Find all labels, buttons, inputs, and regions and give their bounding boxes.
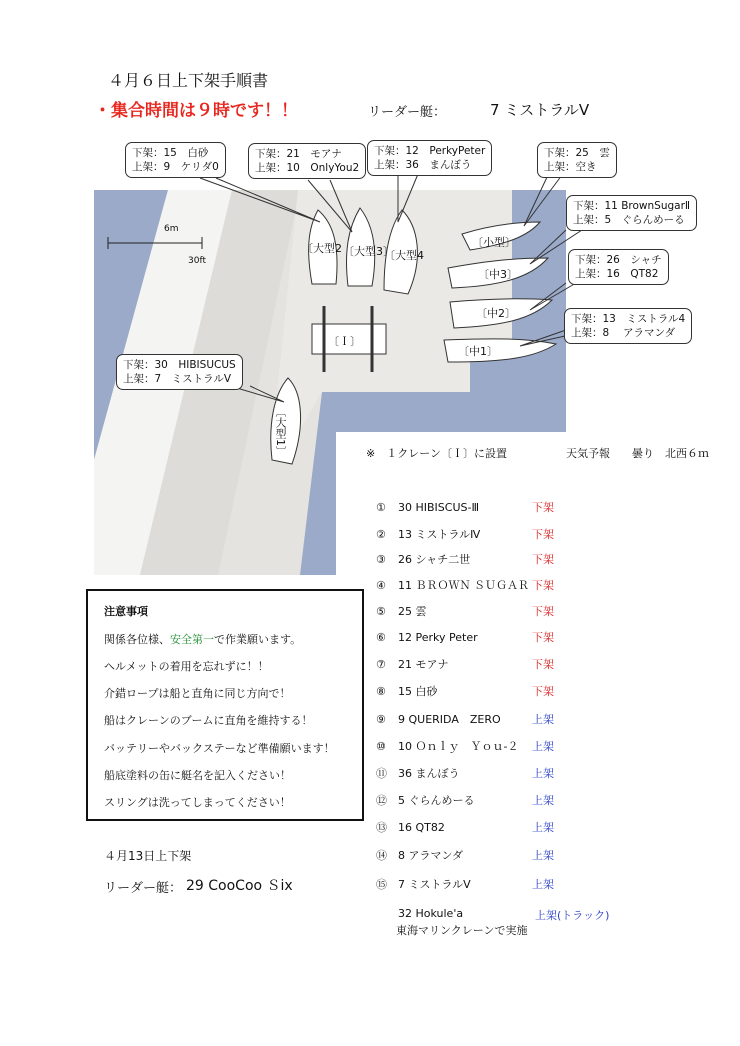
- action-down: 下架: [532, 553, 554, 566]
- action-up: 上架: [532, 821, 554, 834]
- callout-7-down: 下架：13 ミストラル4: [571, 313, 686, 325]
- schedule-row-13: [376, 819, 554, 835]
- action-up: 上架: [532, 740, 554, 753]
- schedule-row-15: [376, 876, 554, 892]
- boat-label-large1: 〔大型1〕: [274, 406, 287, 457]
- extra-boat-note: 東海マリンクレーンで実施: [396, 924, 528, 937]
- step-number: ⑫: [376, 794, 387, 807]
- callout-4-up: 上架：空き: [544, 161, 597, 173]
- boat-label-large2: 〔大型2: [302, 242, 342, 255]
- note-line-5: バッテリーやバックステーなど準備願います！: [104, 742, 335, 755]
- boat-label-large4: 〔大型4: [384, 249, 424, 262]
- step-number: ⑩: [376, 740, 386, 753]
- step-number: ⑥: [376, 631, 386, 644]
- scale-label-meters: 6m: [164, 224, 179, 234]
- boat-name: 21 モアナ: [398, 658, 449, 671]
- action-up: 上架: [532, 878, 554, 891]
- action-down: 下架: [532, 658, 554, 671]
- action-up: 上架: [532, 794, 554, 807]
- action-up: 上架: [532, 767, 554, 780]
- note-line-7: スリングは洗ってしまってください！: [104, 796, 291, 809]
- boat-name: 12 Perky Peter: [398, 631, 478, 644]
- step-number: ⑧: [376, 685, 386, 698]
- schedule-row-5: [376, 603, 554, 619]
- safety-first-emphasis: 安全第一: [170, 633, 214, 646]
- boat-name: 15 白砂: [398, 685, 438, 698]
- note-line-2: ヘルメットの着用を忘れずに！！: [104, 660, 269, 673]
- weather-forecast: 天気予報 曇り 北西６ｍ: [566, 447, 709, 460]
- note-line-1-post: で作業願います。: [214, 633, 302, 646]
- action-down: 下架: [532, 579, 554, 592]
- boat-name: 16 QT82: [398, 821, 445, 834]
- boat-name: 13 ミストラルⅣ: [398, 528, 481, 541]
- callout-8: [116, 354, 243, 390]
- safety-notes-box: [86, 589, 364, 821]
- boat-name: 26 シャチ二世: [398, 553, 471, 566]
- action-down: 下架: [532, 528, 554, 541]
- callout-4: [537, 142, 617, 178]
- step-number: ⑤: [376, 605, 386, 618]
- schedule-row-6: [376, 629, 554, 645]
- scale-label-feet: 30ft: [188, 256, 206, 266]
- boat-name: 10 Ｏｎｌｙ Ｙｏｕ-２: [398, 740, 519, 753]
- schedule-row-7: [376, 656, 554, 672]
- callout-3-up: 上架：36 まんぼう: [374, 159, 472, 171]
- boat-label-mid3: 〔中3〕: [478, 268, 518, 281]
- april13-leader-boat: 29 CooCoo Ｓix: [186, 878, 293, 894]
- crane-label: 〔Ｉ〕: [328, 335, 361, 348]
- note-line-1: [104, 631, 301, 647]
- boat-name: 7 ミストラルⅤ: [398, 878, 471, 891]
- step-number: ⑬: [376, 821, 387, 834]
- step-number: ②: [376, 528, 386, 541]
- boat-name: 36 まんぼう: [398, 767, 460, 780]
- schedule-row-3: [376, 551, 554, 567]
- callout-2-down: 下架：21 モアナ: [255, 148, 342, 160]
- boat-name: 11 ＢＲＯＷＮ ＳＵＧＡＲ: [398, 579, 529, 592]
- boat-label-mid1: 〔中1〕: [458, 345, 498, 358]
- april13-leader-label: リーダー艇：: [104, 881, 183, 896]
- leader-boat-name: 7 ミストラルⅤ: [490, 101, 590, 119]
- callout-8-up: 上架：7 ミストラルⅤ: [123, 373, 232, 385]
- callout-7-up: 上架：8 アラマンダ: [571, 327, 676, 339]
- note-line-1-pre: 関係各位様、: [104, 633, 170, 646]
- extra-boat-name: 32 Hokule'a: [398, 907, 464, 920]
- step-number: ⑨: [376, 713, 386, 726]
- boat-name: 25 雲: [398, 605, 427, 618]
- schedule-row-4: [376, 577, 554, 593]
- callout-3-down: 下架：12 PerkyPeter: [374, 145, 486, 157]
- callout-1: [125, 142, 226, 178]
- boat-name: 9 QUERIDA ZERO: [398, 713, 501, 726]
- boat-name: 5 ぐらんめーる: [398, 794, 475, 807]
- action-down: 下架: [532, 605, 554, 618]
- action-down: 下架: [532, 501, 554, 514]
- callout-2-up: 上架：10 OnlyYou2: [255, 162, 360, 174]
- schedule-row-10: [376, 738, 554, 754]
- step-number: ③: [376, 553, 386, 566]
- page-title: ４月６日上下架手順書: [108, 71, 269, 90]
- note-line-6: 船底塗料の缶に艇名を記入ください！: [104, 769, 291, 782]
- april13-title: ４月13日上下架: [104, 849, 192, 863]
- schedule-row-12: [376, 792, 554, 808]
- callout-6: [568, 249, 669, 285]
- note-line-3: 介錯ロープは船と直角に同じ方向で！: [104, 687, 291, 700]
- callout-3: [367, 140, 492, 176]
- step-number: ④: [376, 579, 386, 592]
- boat-label-mid2: 〔中2〕: [476, 307, 516, 320]
- crane-note: ※ １クレーン〔Ｉ〕に設置: [366, 447, 507, 460]
- step-number: ⑦: [376, 658, 386, 671]
- schedule-row-1: [376, 499, 554, 515]
- extra-boat-action: 上架(トラック): [535, 909, 610, 922]
- schedule-row-14: [376, 847, 554, 863]
- callout-4-down: 下架：25 雲: [544, 147, 610, 159]
- schedule-row-9: [376, 711, 554, 727]
- callout-8-down: 下架：30 HIBISUCUS: [123, 359, 236, 371]
- callout-5-up: 上架：5 ぐらんめーる: [573, 214, 685, 226]
- note-line-4: 船はクレーンのブームに直角を維持する！: [104, 714, 313, 727]
- callout-1-down: 下架：15 白砂: [132, 147, 209, 159]
- schedule-row-2: [376, 526, 554, 542]
- step-number: ⑮: [376, 878, 387, 891]
- callout-5: [566, 195, 697, 231]
- action-up: 上架: [532, 713, 554, 726]
- action-down: 下架: [532, 631, 554, 644]
- callout-6-up: 上架：16 QT82: [575, 268, 659, 280]
- boat-name: 8 アラマンダ: [398, 849, 464, 862]
- boat-label-large3: 〔大型3〕: [343, 245, 394, 258]
- schedule-row-8: [376, 683, 554, 699]
- callout-6-down: 下架：26 シャチ: [575, 254, 662, 266]
- callout-1-up: 上架：9 ケリダ0: [132, 161, 219, 173]
- action-up: 上架: [532, 849, 554, 862]
- callout-7: [564, 308, 692, 344]
- notes-heading: 注意事項: [104, 605, 148, 618]
- callout-2: [248, 143, 366, 179]
- leader-boat-label: リーダー艇：: [368, 105, 447, 120]
- step-number: ①: [376, 501, 386, 514]
- step-number: ⑭: [376, 849, 387, 862]
- action-down: 下架: [532, 685, 554, 698]
- assembly-time-notice: ・集合時間は９時です！！: [94, 101, 298, 121]
- schedule-row-11: [376, 765, 554, 781]
- callout-5-down: 下架：11 BrownSugarⅡ: [573, 200, 691, 212]
- boat-name: 30 HIBISCUS-Ⅲ: [398, 501, 480, 514]
- step-number: ⑪: [376, 767, 387, 780]
- boat-label-small: 〔小型〕: [472, 236, 516, 249]
